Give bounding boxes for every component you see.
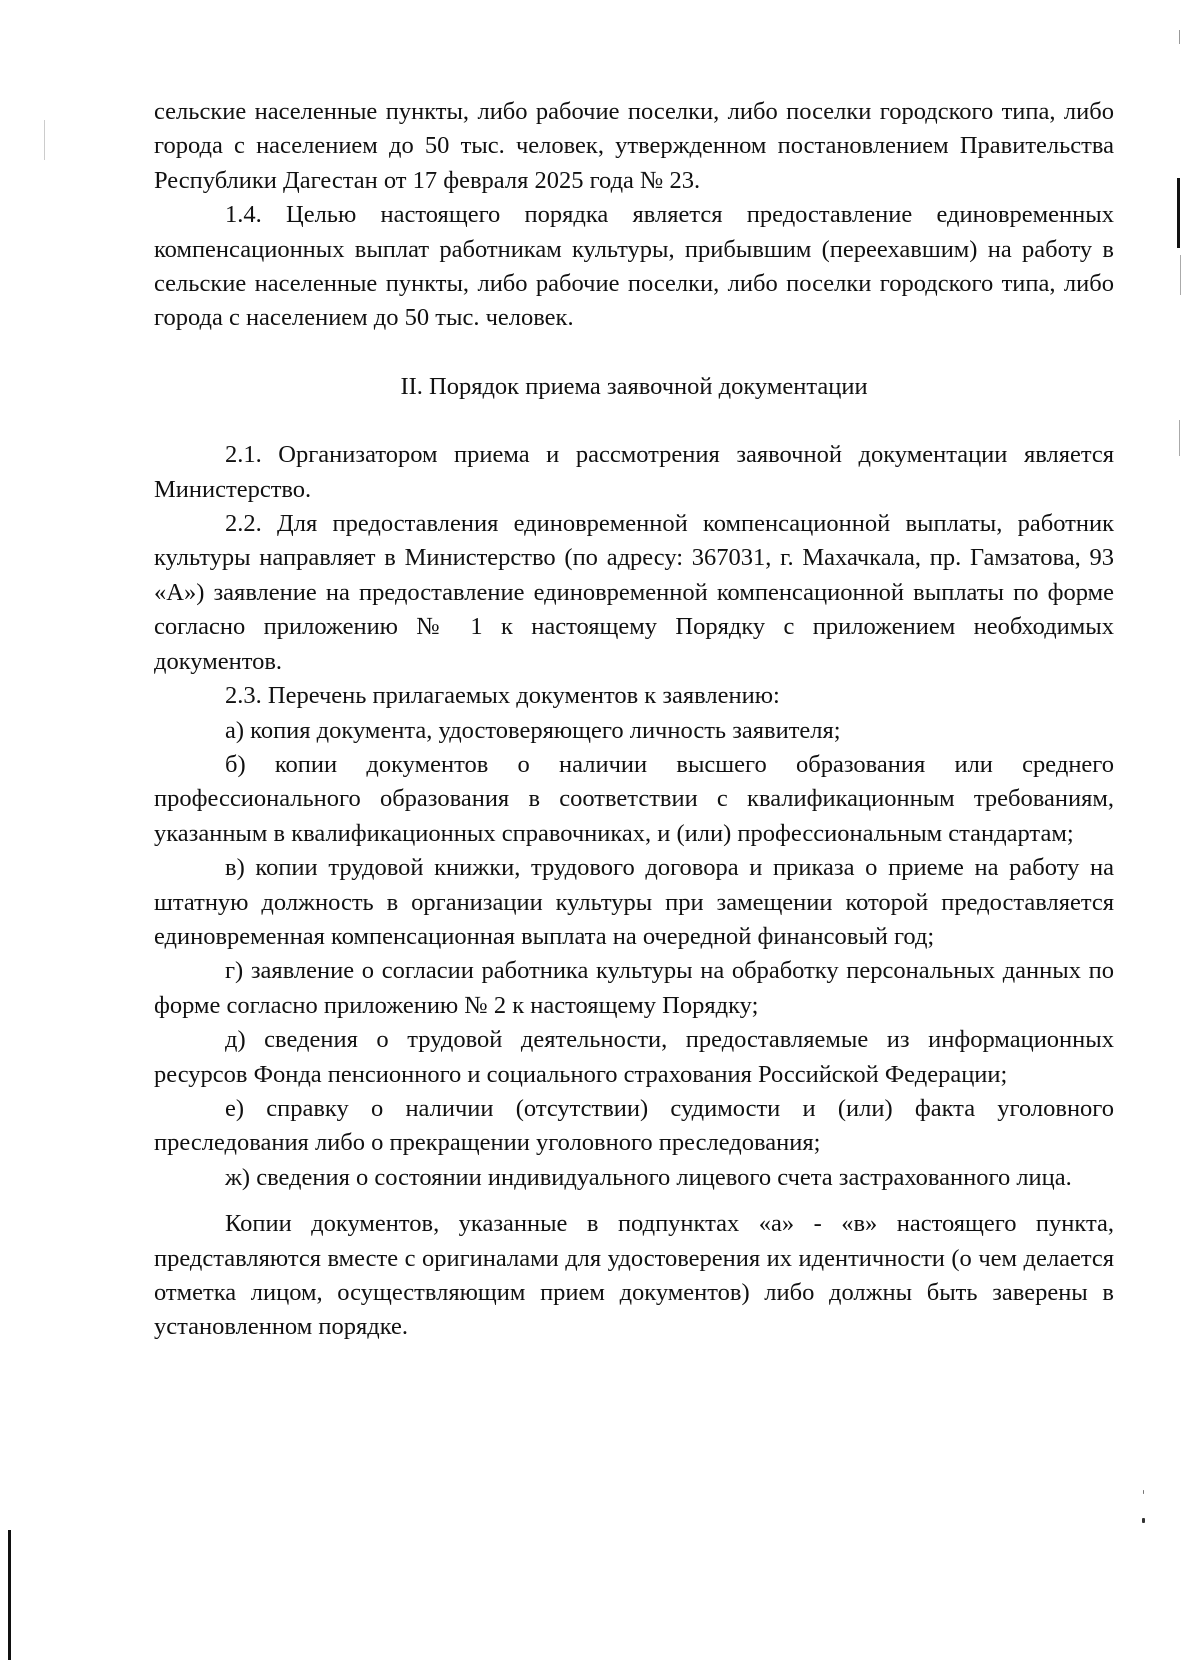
list-item-zh: ж) сведения о состоянии индивидуального лицевого счета застрахованного лица. — [225, 1163, 1072, 1191]
scan-edge-mark-mid — [1179, 420, 1180, 456]
list-item-b: б) копии документов о наличии высшего образования или среднего профессионального образования в соответствии с квалификационным требованиям, указанным в квалификационных справочниках, и (или) профессиональным стандартам; — [154, 750, 1114, 847]
section-heading: II. Порядок приема заявочной документации — [400, 372, 868, 400]
paragraph-2-2: 2.2. Для предоставления единовременной компенсационной выплаты, работник культуры направляет в Министерство (по адресу: 367031, г. Махачкала, пр. Гамзатова, 93 «А») заявление на предоставление единовременной компенсационной выплаты по форме согласно приложению № 1 к настоящему Порядку с приложением необходимых документов. — [154, 510, 1114, 675]
paragraph-continuation: сельские населенные пункты, либо рабочие поселки, либо поселки городского типа, либо города с населением до 50 тыс. человек, утвержденном постановлением Правительства Республики Дагестан от 17 февраля 2025 года № 23. — [154, 98, 1114, 194]
scan-edge-mark-right — [1177, 178, 1180, 248]
scan-edge-mark-right-2 — [1180, 255, 1181, 295]
paragraph-2-3: 2.3. Перечень прилагаемых документов к заявлению: — [225, 682, 780, 710]
scan-speck-2 — [1143, 1490, 1144, 1494]
list-item-v: в) копии трудовой книжки, трудового договора и приказа о приеме на работу на штатную должность в организации культуры при замещении которой предоставляется единовременная компенсационная выплата на очередной финансовый год; — [154, 854, 1114, 950]
scan-edge-mark-bottom-left — [8, 1530, 11, 1660]
paragraph-2-1: 2.1. Организатором приема и рассмотрения заявочной документации является Министерство. — [154, 441, 1114, 503]
paragraph-copies: Копии документов, указанные в подпунктах «а» - «в» настоящего пункта, представляются вместе с оригиналами для удостоверения их идентичности (о чем делается отметка лицом, осуществляющим прием документов) либо должны быть заверены в установленном порядке. — [154, 1210, 1114, 1341]
scan-edge-mark-top — [1179, 30, 1180, 44]
list-item-g: г) заявление о согласии работника культуры на обработку персональных данных по форме согласно приложению № 2 к настоящему Порядку; — [154, 957, 1114, 1019]
paragraph-1-4: 1.4. Целью настоящего порядка является предоставление единовременных компенсационных выплат работникам культуры, прибывшим (переехавшим) на работу в сельские населенные пункты, либо рабочие поселки, либо поселки городского типа, либо города с населением до 50 тыс. человек. — [154, 201, 1114, 332]
list-item-d: д) сведения о трудовой деятельности, предоставляемые из информационных ресурсов Фонда пенсионного и социального страхования Российской Федерации; — [154, 1026, 1114, 1088]
scan-speck-1 — [1142, 1518, 1145, 1523]
list-item-a: а) копия документа, удостоверяющего личность заявителя; — [225, 716, 841, 744]
scan-edge-mark-left — [44, 120, 45, 160]
list-item-e: е) справку о наличии (отсутствии) судимости и (или) факта уголовного преследования либо о прекращении уголовного преследования; — [154, 1094, 1114, 1157]
document-body — [154, 95, 1114, 1345]
